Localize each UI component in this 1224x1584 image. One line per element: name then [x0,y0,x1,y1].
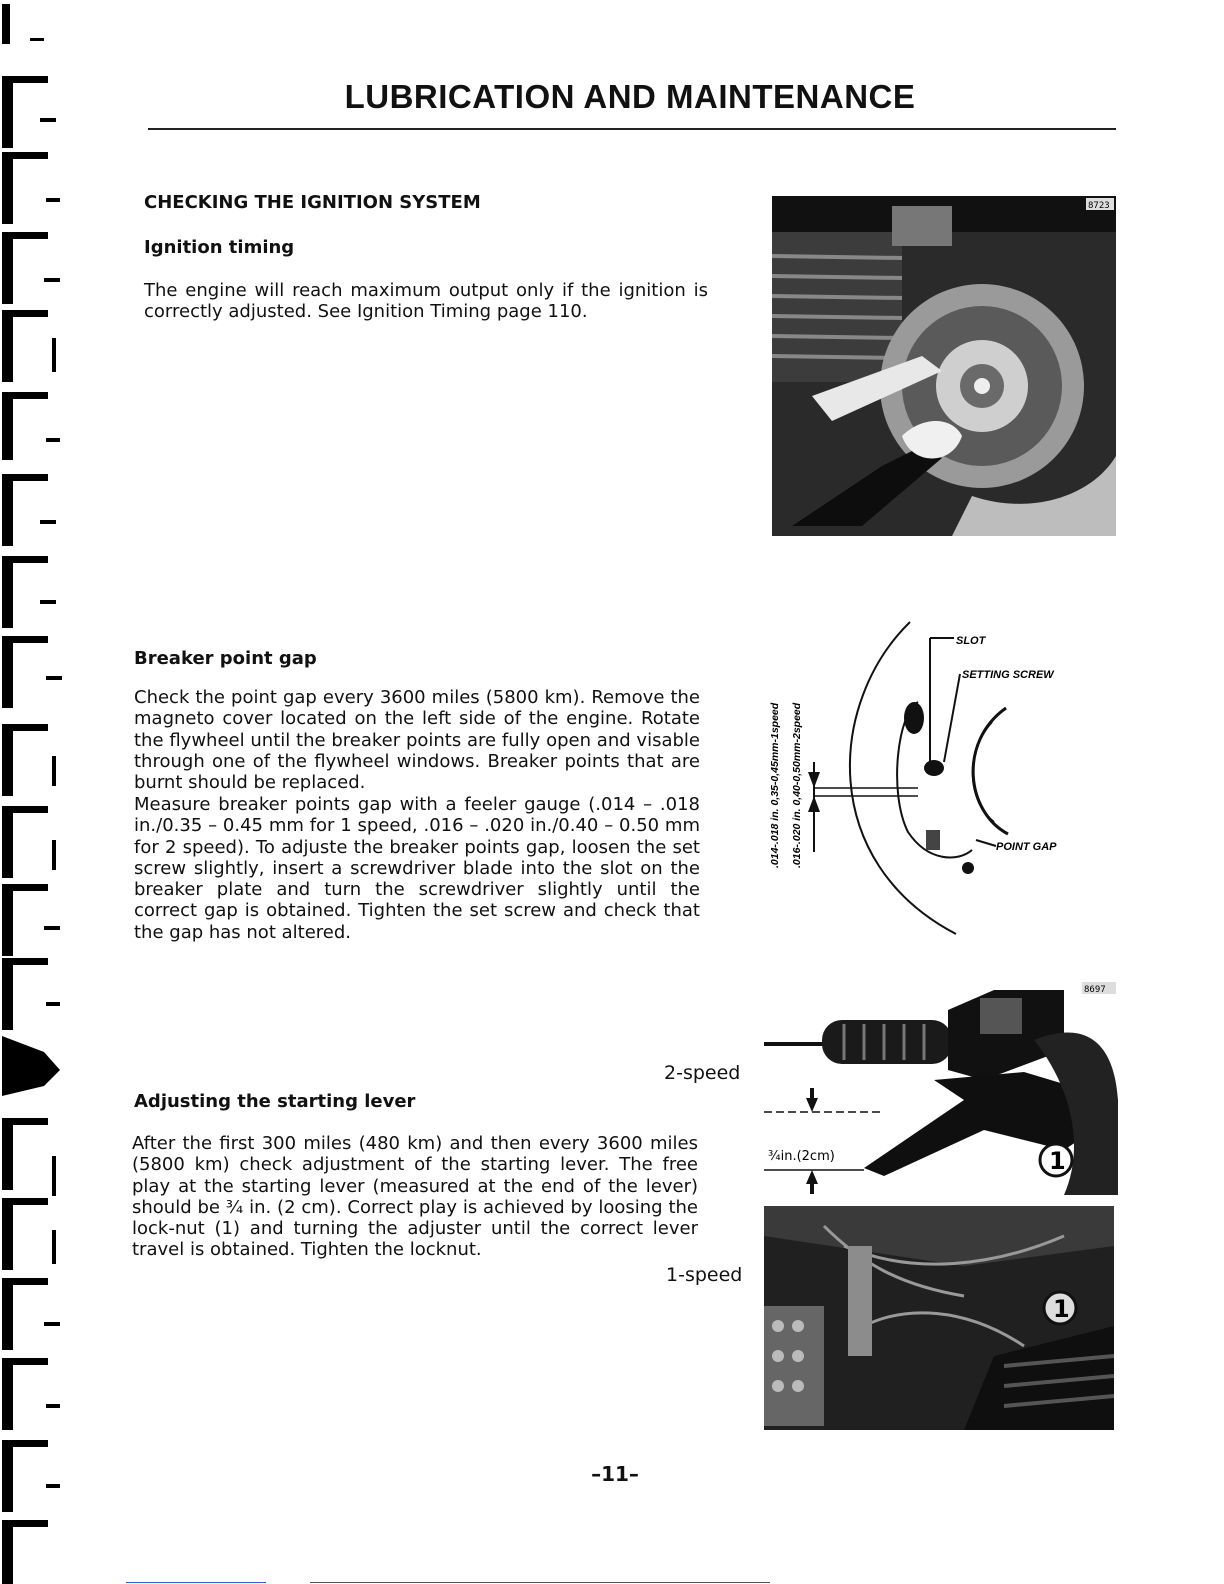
breaker-gap-diagram [758,612,1084,942]
starting-lever-underside-photo [764,1206,1114,1430]
page-number: –11– [591,1462,639,1486]
spec-2speed-label: .016-.020 in. 0,40-0,50mm-2speed [791,702,803,868]
locknut-callout-1speed: 1 [1053,1295,1070,1323]
spec-1speed-label: .014-.018 in. 0,35-0,45mm-1speed [769,702,781,868]
free-play-dimension-label: ¾in.(2cm) [768,1149,835,1164]
breaker-point-gap-text-1: Check the point gap every 3600 miles (5800 km). Remove the magneto cover located on the left side of the engine. Rotate the flywheel until the breaker points are fully open and visable through one of the flywheel windows. Breaker points that are burnt should be replaced. [134,687,700,794]
point-gap-label: POINT GAP [996,841,1057,853]
engine-photo-code: 8723 [1088,201,1110,211]
ignition-timing-text: The engine will reach maximum output only if the ignition is correctly adjusted. See Ignition Timing page 110. [144,280,708,323]
ignition-timing-heading: Ignition timing [144,237,295,258]
caption-2speed: 2-speed [664,1062,741,1084]
engine-flywheel-photo [772,196,1116,536]
starting-lever-photo [764,980,1118,1195]
starting-lever-text: After the first 300 miles (480 km) and then every 3600 miles (5800 km) check adjustment of the starting lever. The free play at the starting lever (measured at the end of the lever) should be ¾ in. (2 cm). Correct play is achieved by loosing the lock-nut (1) and turning the adjuster until the correct lever travel is obtained. Tighten the locknut. [132,1133,698,1261]
binding-edge-marks [0,0,70,1584]
bottom-rule-right [310,1582,770,1583]
starting-lever-heading: Adjusting the starting lever [134,1091,416,1112]
page-title: LUBRICATION AND MAINTENANCE [344,78,916,115]
caption-1speed: 1-speed [666,1264,743,1286]
section-heading: CHECKING THE IGNITION SYSTEM [144,192,481,213]
title-rule [148,128,1116,130]
slot-label: SLOT [956,635,986,647]
bottom-rule-left [126,1582,266,1583]
locknut-callout-2speed: 1 [1049,1147,1066,1175]
breaker-point-gap-heading: Breaker point gap [134,648,317,669]
setting-screw-label: SETTING SCREW [962,669,1054,681]
breaker-point-gap-text-2: Measure breaker points gap with a feeler gauge (.014 – .018 in./0.35 – 0.45 mm for 1 speed, .016 – .020 in./0.40 – 0.50 mm for 2 speed). To adjuste the breaker points gap, loosen the set screw slightly, insert a screwdriver blade into the slot on the breaker plate and turn the screwdriver slightly until the correct gap is obtained. Tighten the set screw and check that the gap has not altered. [134,794,700,943]
lever-photo-code: 8697 [1084,985,1106,995]
